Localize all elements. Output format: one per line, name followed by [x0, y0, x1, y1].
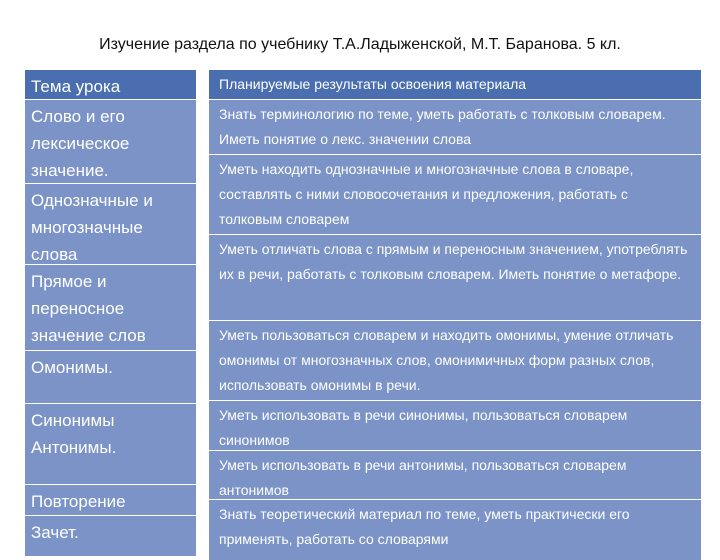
results-column-header: Планируемые результаты освоения материала	[209, 70, 701, 99]
topic-cell: Синонимы Антонимы.	[25, 404, 196, 484]
topic-cell: Зачет.	[25, 516, 196, 556]
topic-cell: Прямое и переносное значение слов	[25, 265, 196, 350]
results-cell: Уметь пользоваться словарем и находить омонимы, умение отличать омонимы от многозначных слов, омонимичных форм разных слов, использовать омонимы в речи.	[209, 321, 701, 400]
results-cell: Уметь отличать слова с прямым и переносным значением, употреблять их в речи, работать с толковым словарем. Иметь понятие о метафоре.	[209, 235, 701, 320]
results-cell: Уметь использовать в речи антонимы, пользоваться словарем антонимов	[209, 451, 701, 499]
topic-cell: Однозначные и многозначные слова	[25, 184, 196, 264]
topic-cell: Слово и его лексическое значение.	[25, 100, 196, 183]
results-cell: Знать теоретический материал по теме, уметь практически его применять, работать со словарями	[209, 500, 701, 560]
page-title: Изучение раздела по учебнику Т.А.Ладыженской, М.Т. Баранова. 5 кл.	[99, 36, 621, 53]
topic-column-header: Тема урока	[25, 70, 196, 99]
topic-column	[25, 70, 196, 540]
results-column	[209, 70, 701, 547]
topic-cell: Омонимы.	[25, 351, 196, 403]
results-cell: Уметь находить однозначные и многозначные слова в словаре, составлять с ними словосочетания и предложения, работать с толковым словарем	[209, 155, 701, 234]
results-cell: Уметь использовать в речи синонимы, пользоваться словарем синонимов	[209, 401, 701, 450]
results-cell: Знать терминологию по теме, уметь работать с толковым словарем. Иметь понятие о лекс. значении слова	[209, 100, 701, 154]
topic-cell: Повторение	[25, 485, 196, 515]
